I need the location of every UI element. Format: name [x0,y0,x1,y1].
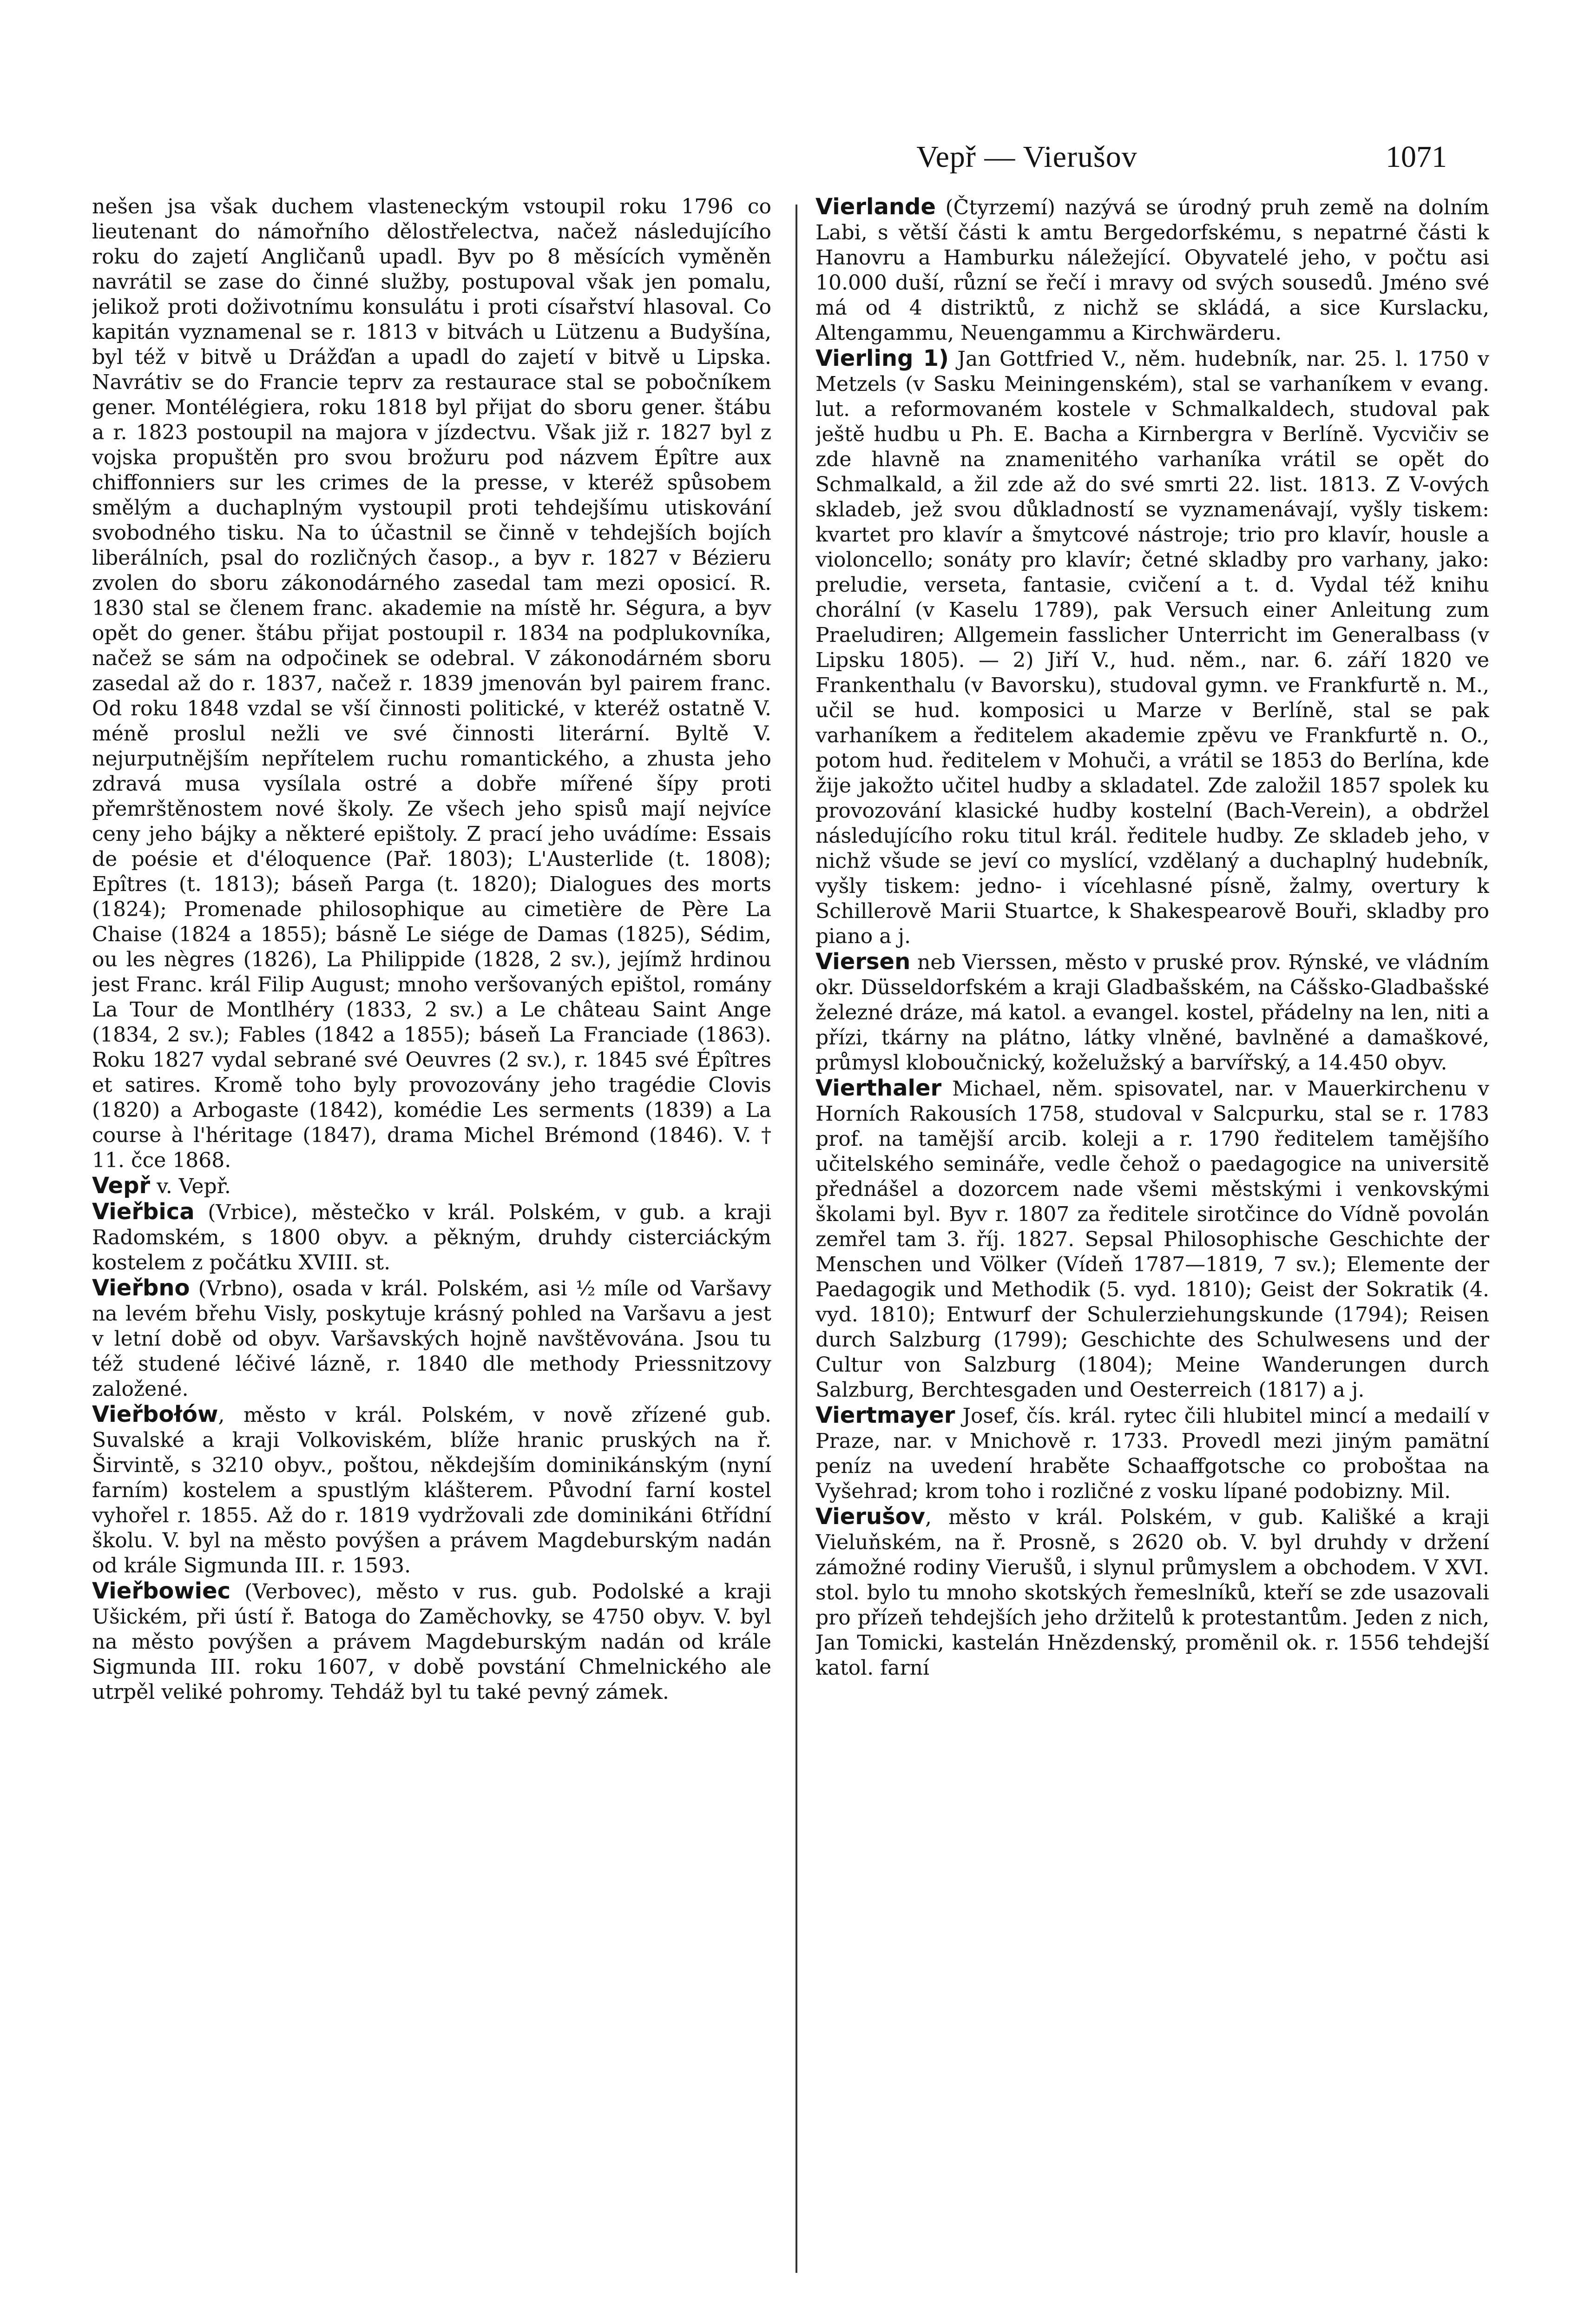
column-divider [796,205,797,2273]
entry-headword: Vieřbowiec [92,1578,231,1604]
page-number: 1071 [1386,140,1447,174]
entry-headword: Vieřbno [92,1275,190,1301]
continuation-paragraph [92,194,771,1173]
right-column [815,194,1489,2295]
entry-text: Josef, čís. král. rytec čili hlubitel mincí a medailí v Praze, nar. v Mnichově r. 1733. Provedl mezi jiným pamätní peníz na uvedení hraběte Schaaffgotsche co proboštaa na Vyšehrad; krom toho i rozličné z vosku lípané podobizny. Mil. [815,1404,1489,1503]
entry-text: , město v král. Polském, v nově zřízené gub. Suvalské a kraji Volkoviském, blíže hranic pruských na ř. Širvintě, s 3210 obyv., poštou, někdejším dominikánským (nyní farním) kostelem a spustlým klášterem. Původní farní kostel vyhořel r. 1855. Až do r. 1819 vydržovali zde dominikáni 6třídní školu. V. byl na město povýšen a právem Magdeburským nadán od krále Sigmunda III. r. 1593. [92,1403,771,1578]
entry-text: v. Vepř. [150,1175,231,1198]
entry-text: Michael, něm. spisovatel, nar. v Mauerkirchenu v Horních Rakousích 1758, studoval v Salcpurku, stal se r. 1783 prof. na tamější arcib. koleji a r. 1790 ředitelem tamějšího učitelského semináře, vedle čehož o paedagogice na universitě přednášel a dozorcem nade všemi městskými i venkovskými školami byl. Byv r. 1807 za ředitele sirotčince do Vídně povolán zemřel tam 3. říj. 1827. Sepsal Philosophische Geschichte der Menschen und Völker (Vídeň 1787—1819, 7 sv.); Elemente der Paedagogik und Methodik (5. vyd. 1810); Geist der Sokratik (4. vyd. 1810); Entwurf der Schulerziehungskunde (1794); Reisen durch Salzburg (1799); Geschichte des Schulwesens und der Cultur von Salzburg (1804); Meine Wanderungen durch Salzburg, Berchtesgaden und Oesterreich (1817) a j. [815,1077,1489,1402]
entry-vierbolow [92,1402,771,1578]
entry-headword: Vieřbołów [92,1401,218,1427]
entry-text: Jan Gottfried V., něm. hudebník, nar. 25. l. 1750 v Metzels (v Sasku Meiningenském), stal se varhaníkem v evang. lut. a reformovaném kostele v Schmalkaldech, studoval pak ještě hudbu u Ph. E. Bacha a Kirnbergra v Berlíně. Vycvičiv se zde hlavně na znamenitého varhaníka vrátil se opět do Schmalkald, a žil zde až do své smrti 22. list. 1813. Z V-ových skladeb, jež svou důkladností se vyznamenávají, vyšly tiskem: kvartet pro klavír a šmytcové nástroje; trio pro klavír, housle a violoncello; sonáty pro klavír; četné skladby pro varhany, jako: preludie, verseta, fantasie, cvičení a t. d. Vydal též knihu chorální (v Kaselu 1789), pak Versuch einer Anleitung zum Praeludiren; Allgemein fasslicher Unterricht im Generalbass (v Lipsku 1805). — 2) Jiří V., hud. něm., nar. 6. září 1820 ve Frankenthalu (v Bavorsku), studoval gymn. ve Frankfurtě n. M., učil se hud. komposici u Marze v Berlíně, stal se pak varhaníkem a ředitelem akademie zpěvu ve Frankfurtě n. O., potom hud. ředitelem v Mohuči, a vrátil se 1853 do Berlína, kde žije jakožto učitel hudby a skladatel. Zde založil 1857 spolek ku provozování klasické hudby kostelní (Bach-Verein), a obdržel následujícího roku titul král. ředitele hudby. Ze skladeb jeho, v nichž všude se jeví co myslící, vzdělaný a duchaplný hudebník, vyšly tiskem: jedno- i vícehlasné písně, žalmy, overtury k Schillerově Marii Stuartce, k Shakespearově Bouři, skladby pro piano a j. [815,347,1489,948]
entry-vierling [815,346,1489,949]
entry-text: , město v král. Polském, v gub. Kališké a kraji Vieluňském, na ř. Prosně, s 2620 ob. V. byl druhdy v držení zámožné rodiny Vierušů, i slynul průmyslem a obchodem. V XVI. stol. bylo tu mnoho skotských řemeslníků, kteří se zde usazovali pro přízeň tehdejších jeho držitelů k protestantům. Jeden z nich, Jan Tomicki, kastelán Hnězdenský, proměnil ok. r. 1556 tehdejší katol. farní [815,1505,1489,1680]
entry-vierthaler [815,1076,1489,1403]
entry-headword: Vepř [92,1173,151,1199]
entry-headword: Viertmayer [815,1402,955,1428]
running-head: Vepř — Vierušov [916,140,1137,174]
entry-headword: Vierling 1) [815,345,949,371]
entry-viersen [815,949,1489,1076]
entry-text: (Čtyrzemí) nazývá se úrodný pruh země na dolním Labi, s větší části k amtu Bergedorfskému, s nepatrné části k Hanovru a Hamburku náležející. Obyvatelé jeho, v počtu asi 10.000 duší, různí se řečí i mravy od svých sousedů. Jméno své má od 4 distriktů, z nichž se skládá, a sice Kurslacku, Altengammu, Neuengammu a Kirchwärderu. [815,196,1489,345]
entry-vierbica [92,1199,771,1275]
entry-vierbno [92,1275,771,1402]
entry-vierbowiec [92,1578,771,1705]
entry-text: (Vrbice), městečko v král. Polském, v gub. a kraji Radomském, s 1800 obyv. a pěkným, druhdy cisterciáckým kostelem z počátku XVIII. st. [92,1201,771,1274]
entry-headword: Vierlande [815,194,936,220]
entry-text: neb Vierssen, město v pruské prov. Rýnské, ve vládním okr. Düsseldorfském a kraji Gladbašském, na Cášsko-Gladbašské železné dráze, má katol. a evangel. kostel, přádelny na len, niti a přízi, tkárny na plátno, látky vlněné, bavlněné a damaškové, průmysl kloboučnický, koželužský a barvířský, a 14.450 obyv. [815,951,1489,1075]
entry-vierusov [815,1504,1489,1681]
entry-headword: Vierušov [815,1504,925,1530]
entry-headword: Vieřbica [92,1199,195,1225]
entry-headword: Vierthaler [815,1075,942,1101]
entry-text: (Vrbno), osada v král. Polském, asi ½ míle od Varšavy na levém břehu Visly, poskytuje krásný pohled na Varšavu a jest v letní době od obyv. Varšavských hojně navštěvována. Jsou tu též studené léčivé lázně, r. 1840 dle methody Priessnitzovy založené. [92,1277,771,1401]
continuation-text: nešen jsa však duchem vlasteneckým vstoupil roku 1796 co lieutenant do námořního dělostřelectva, načež následujícího roku do zajetí Angličanů upadl. Byv po 8 měsících vyměněn navrátil se zase do činné služby, postupoval však jen pomalu, jelikož proti doživotnímu konsulátu i proti císařství hlasoval. Co kapitán vyznamenal se r. 1813 v bitvách u Lützenu a Budyšína, byl též v bitvě u Drážďan a upadl do zajetí v bitvě u Lipska. Navrátiv se do Francie teprv za restaurace stal se pobočníkem gener. Montélégiera, roku 1818 byl přijat do sboru gener. štábu a r. 1823 postoupil na majora v jízdectvu. Však již r. 1827 byl z vojska propuštěn pro svou brožuru pod názvem Épître aux chiffonniers sur les crimes de la presse, v kteréž spůsobem smělým a duchaplným vystoupil proti tehdejšímu utiskování svobodného tisku. Na to účastnil se činně v tehdejších bojích liberálních, psal do rozličných časop., a byv r. 1827 v Bézieru zvolen do sboru zákonodárného zasedal tam mezi oposicí. R. 1830 stal se členem franc. akademie na místě hr. Ségura, a byv opět do gener. štábu přijat postoupil r. 1834 na podplukovníka, načež se sám na odpočinek se odebral. V zákonodárném sboru zasedal až do r. 1837, načež r. 1839 jmenován byl pairem franc. Od roku 1848 vzdal se vší činnosti politické, v kteréž ostatně V. méně proslul nežli ve své činnosti literární. Byltě V. nejurputnějším nepřítelem ruchu romantického, a zhusta jeho zdravá musa vysílala ostré a dobře mířené šípy proti přemrštěnostem nové školy. Ze všech jeho spisů mají nejvíce ceny jeho bájky a některé epištoly. Z prací jeho uvádíme: Essais de poésie et d'éloquence (Pař. 1803); L'Austerlide (t. 1808); Epîtres (t. 1813); báseň Parga (t. 1820); Dialogues des morts (1824); Promenade philosophique au cimetière de Père La Chaise (1824 a 1855); básně Le siége de Damas (1825), Sédim, ou les nègres (1826), La Philippide (1828, 2 sv.), jejímž hrdinou jest Franc. král Filip August; mnoho veršovaných epištol, romány La Tour de Montlhéry (1833, 2 sv.) a Le château Saint Ange (1834, 2 sv.); Fables (1842 a 1855); báseň La Franciade (1863). Roku 1827 vydal sebrané své Oeuvres (2 sv.), r. 1845 své Épîtres et satires. Kromě toho byly provozovány jeho tragédie Clovis (1820) a Arbogaste (1842), komédie Les serments (1839) a La course à l'héritage (1847), drama Michel Brémond (1846). V. † 11. čce 1868. [92,195,771,1172]
entry-headword: Viersen [815,949,911,975]
entry-vepr [92,1173,771,1199]
entry-viertmayer [815,1403,1489,1504]
entry-text: (Verbovec), město v rus. gub. Podolské a kraji Ušickém, při ústí ř. Batoga do Zaměchovky, se 4750 obyv. V. byl na město povýšen a právem Magdeburským nadán od krále Sigmunda III. roku 1607, v době povstání Chmelnického ale utrpěl veliké pohromy. Tehdáž byl tu také pevný zámek. [92,1580,771,1704]
left-column [92,194,771,2295]
entry-vierlande [815,194,1489,346]
